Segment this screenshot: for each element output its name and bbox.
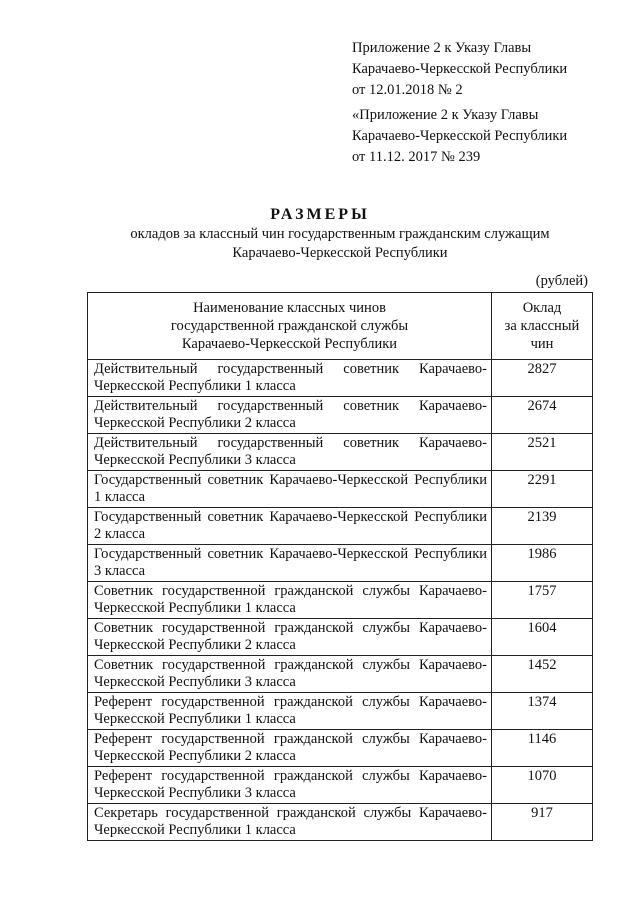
salary-cell: 2521 [492, 434, 593, 471]
rank-name-cell: Действительный государственный советник Карачаево-Черкесской Республики 1 класса [88, 360, 492, 397]
appendix-line: Карачаево-Черкесской Республики [352, 128, 568, 144]
table-row [88, 508, 593, 545]
table-row [88, 804, 593, 841]
document-title: РАЗМЕРЫ [270, 206, 370, 223]
header-text: чин [530, 336, 554, 352]
salary-cell: 1604 [492, 619, 593, 656]
column-header-rank [88, 293, 492, 360]
table-row [88, 730, 593, 767]
subtitle-line: Карачаево-Черкесской Республики [232, 245, 448, 261]
table-row [88, 656, 593, 693]
currency-unit: (рублей) [535, 273, 588, 289]
rank-name-cell: Референт государственной гражданской службы Карачаево-Черкесской Республики 2 класса [88, 730, 492, 767]
salary-cell: 1070 [492, 767, 593, 804]
salary-cell: 2139 [492, 508, 593, 545]
column-header-salary [492, 293, 593, 360]
salary-cell: 2291 [492, 471, 593, 508]
salary-cell: 1757 [492, 582, 593, 619]
header-text: Наименование классных чинов [193, 300, 386, 316]
appendix-reference-previous [352, 105, 567, 168]
appendix-date-line: от 12.01.2018 № 2 [352, 82, 463, 98]
salary-cell: 1452 [492, 656, 593, 693]
rank-name-cell: Советник государственной гражданской службы Карачаево-Черкесской Республики 2 класса [88, 619, 492, 656]
rank-name-cell: Действительный государственный советник Карачаево-Черкесской Республики 2 класса [88, 397, 492, 434]
appendix-line: «Приложение 2 к Указу Главы [352, 107, 539, 123]
salary-cell: 1374 [492, 693, 593, 730]
document-subtitle [60, 225, 620, 263]
rank-name-cell: Советник государственной гражданской службы Карачаево-Черкесской Республики 3 класса [88, 656, 492, 693]
rank-name-cell: Референт государственной гражданской службы Карачаево-Черкесской Республики 3 класса [88, 767, 492, 804]
table-row [88, 545, 593, 582]
salary-cell: 1986 [492, 545, 593, 582]
appendix-line: Приложение 2 к Указу Главы [352, 40, 532, 56]
salary-cell: 1146 [492, 730, 593, 767]
rank-name-cell: Государственный советник Карачаево-Черкесской Республики 1 класса [88, 471, 492, 508]
salary-table [87, 292, 593, 841]
rank-name-cell: Секретарь государственной гражданской службы Карачаево-Черкесской Республики 1 класса [88, 804, 492, 841]
appendix-reference-current [352, 38, 567, 101]
rank-name-cell: Государственный советник Карачаево-Черкесской Республики 2 класса [88, 508, 492, 545]
table-row [88, 397, 593, 434]
header-text: за классный [504, 318, 580, 334]
salary-cell: 917 [492, 804, 593, 841]
table-row [88, 471, 593, 508]
table-row [88, 582, 593, 619]
salary-cell: 2674 [492, 397, 593, 434]
table-header-row [88, 293, 593, 360]
table-row [88, 767, 593, 804]
header-text: Карачаево-Черкесской Республики [181, 336, 398, 352]
salary-cell: 2827 [492, 360, 593, 397]
appendix-line: Карачаево-Черкесской Республики [352, 61, 568, 77]
rank-name-cell: Государственный советник Карачаево-Черкесской Республики 3 класса [88, 545, 492, 582]
appendix-date-line: от 11.12. 2017 № 239 [352, 149, 481, 165]
subtitle-line: окладов за классный чин государственным гражданским служащим [130, 226, 550, 242]
rank-name-cell: Референт государственной гражданской службы Карачаево-Черкесской Республики 1 класса [88, 693, 492, 730]
header-text: государственной гражданской службы [170, 318, 409, 334]
table-row [88, 693, 593, 730]
table-row [88, 434, 593, 471]
rank-name-cell: Советник государственной гражданской службы Карачаево-Черкесской Республики 1 класса [88, 582, 492, 619]
table-row [88, 360, 593, 397]
header-text: Оклад [522, 300, 562, 316]
table-row [88, 619, 593, 656]
rank-name-cell: Действительный государственный советник Карачаево-Черкесской Республики 3 класса [88, 434, 492, 471]
